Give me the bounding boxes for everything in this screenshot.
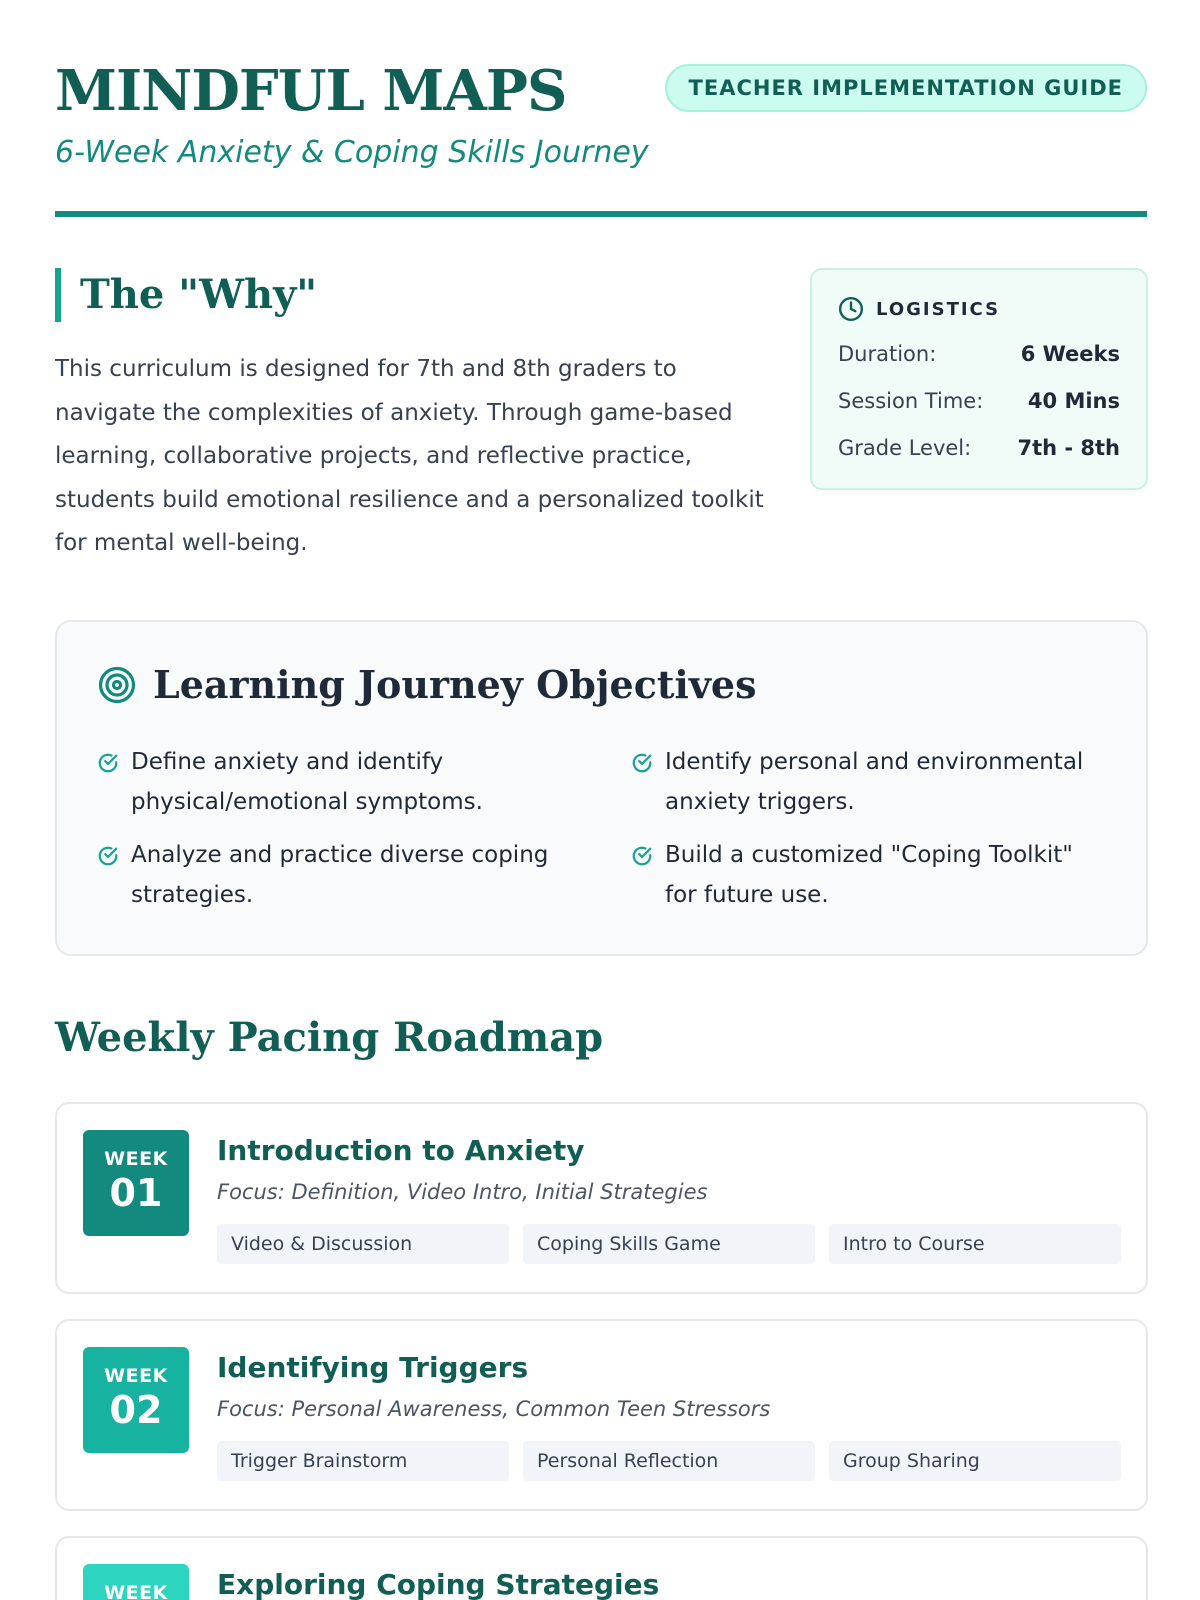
week-badge bbox=[83, 1347, 189, 1453]
logistics-row-duration bbox=[838, 330, 1120, 377]
objectives-card bbox=[55, 620, 1148, 956]
objective-item bbox=[631, 835, 1101, 915]
check-circle-icon bbox=[97, 835, 119, 867]
week-badge bbox=[83, 1130, 189, 1236]
roadmap-heading: Weekly Pacing Roadmap bbox=[55, 1014, 604, 1061]
week-title: Introduction to Anxiety bbox=[217, 1134, 585, 1167]
logistics-value: 40 Mins bbox=[1027, 388, 1120, 413]
check-circle-icon bbox=[631, 742, 653, 774]
week-tags bbox=[217, 1224, 1121, 1264]
logistics-row-grade-level bbox=[838, 424, 1120, 471]
week-number: 01 bbox=[109, 1171, 163, 1215]
week-focus: Focus: Personal Awareness, Common Teen Stressors bbox=[217, 1397, 771, 1421]
objective-text: Analyze and practice diverse coping strategies. bbox=[131, 842, 549, 908]
objective-text: Identify personal and environmental anxiety triggers. bbox=[665, 749, 1084, 815]
logistics-header bbox=[838, 294, 1120, 324]
target-icon bbox=[97, 665, 137, 705]
week-label: WEEK bbox=[104, 1148, 168, 1170]
page-header bbox=[55, 55, 1147, 217]
why-accent-bar bbox=[55, 268, 61, 322]
objective-item bbox=[631, 742, 1101, 822]
activity-tag: Group Sharing bbox=[829, 1441, 1121, 1481]
why-heading: The "Why" bbox=[80, 271, 318, 318]
week-card-02 bbox=[55, 1319, 1148, 1511]
activity-tag: Intro to Course bbox=[829, 1224, 1121, 1264]
logistics-row-session-time bbox=[838, 377, 1120, 424]
page-subtitle: 6-Week Anxiety & Coping Skills Journey bbox=[55, 135, 649, 170]
activity-tag: Trigger Brainstorm bbox=[217, 1441, 509, 1481]
logistics-card bbox=[810, 268, 1148, 490]
logistics-label: Duration: bbox=[838, 341, 937, 366]
week-tags bbox=[217, 1441, 1121, 1481]
logistics-heading: LOGISTICS bbox=[876, 298, 1001, 320]
week-card-03 bbox=[55, 1536, 1148, 1600]
check-circle-icon bbox=[97, 742, 119, 774]
objective-text: Define anxiety and identify physical/emotional symptoms. bbox=[131, 749, 483, 815]
activity-tag: Personal Reflection bbox=[523, 1441, 815, 1481]
week-title: Identifying Triggers bbox=[217, 1351, 529, 1384]
activity-tag: Video & Discussion bbox=[217, 1224, 509, 1264]
activity-tag: Coping Skills Game bbox=[523, 1224, 815, 1264]
guide-badge: TEACHER IMPLEMENTATION GUIDE bbox=[665, 64, 1147, 112]
logistics-value: 7th - 8th bbox=[1017, 435, 1120, 460]
week-badge bbox=[83, 1564, 189, 1600]
objective-item bbox=[97, 742, 567, 822]
objectives-heading: Learning Journey Objectives bbox=[153, 662, 757, 707]
logistics-label: Grade Level: bbox=[838, 435, 972, 460]
brand-title: MINDFUL MAPS bbox=[55, 58, 567, 124]
week-focus: Focus: Definition, Video Intro, Initial Strategies bbox=[217, 1180, 708, 1204]
check-circle-icon bbox=[631, 835, 653, 867]
objective-item bbox=[97, 835, 567, 915]
week-label: WEEK bbox=[104, 1582, 168, 1600]
week-number: 02 bbox=[109, 1388, 163, 1432]
week-title: Exploring Coping Strategies bbox=[217, 1568, 660, 1600]
clock-icon bbox=[838, 296, 864, 322]
logistics-value: 6 Weeks bbox=[1020, 341, 1120, 366]
week-card-01 bbox=[55, 1102, 1148, 1294]
week-label: WEEK bbox=[104, 1365, 168, 1387]
why-description: This curriculum is designed for 7th and 8th graders to navigate the complexities of anxiety. Through game-based learning, collaborative projects, and reflective practice, students build emotional resilience and a personalized toolkit for mental well-being. bbox=[55, 356, 764, 556]
logistics-label: Session Time: bbox=[838, 388, 984, 413]
objectives-header bbox=[97, 662, 757, 707]
objective-text: Build a customized "Coping Toolkit" for future use. bbox=[665, 842, 1073, 908]
